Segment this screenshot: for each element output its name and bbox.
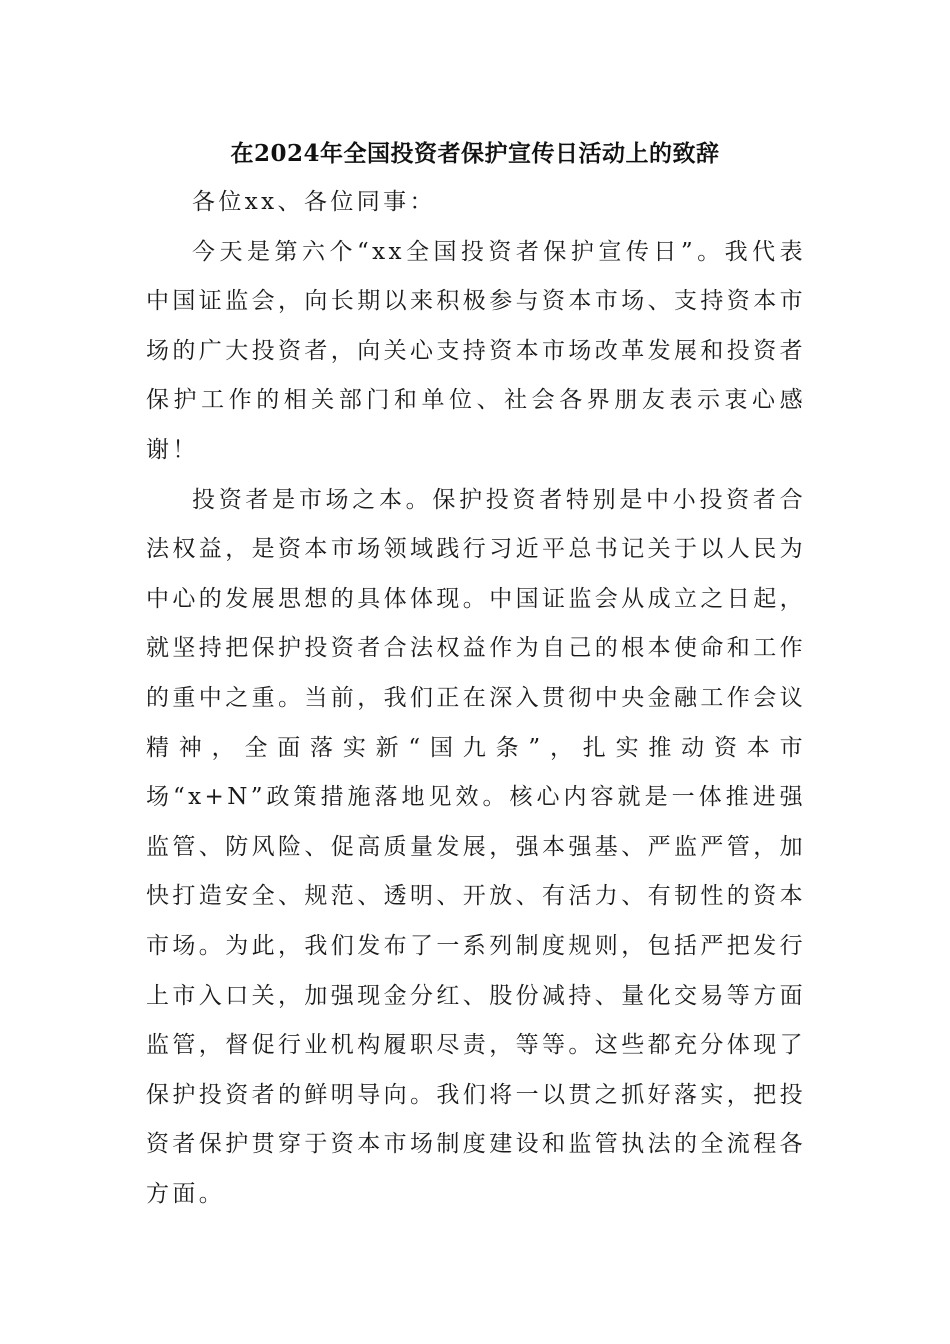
paragraph-1: 今天是第六个“xx全国投资者保护宣传日”。我代表中国证监会，向长期以来积极参与资本市场、支持资本市场的广大投资者，向关心支持资本市场改革发展和投资者保护工作的相关部门和单位、社会各界朋友表示衷心感谢！	[146, 238, 806, 463]
document-title: 在2024年全国投资者保护宣传日活动上的致辞	[230, 140, 720, 167]
salutation: 各位xx、各位同事：	[192, 189, 436, 215]
paragraph-2: 投资者是市场之本。保护投资者特别是中小投资者合法权益，是资本市场领域践行习近平总书记关于以人民为中心的发展思想的具体体现。中国证监会从成立之日起，就坚持把保护投资者合法权益作为自己的根本使命和工作的重中之重。当前，我们正在深入贯彻中央金融工作会议精神，全面落实新“国九条”，扎实推动资本市场“x+N”政策措施落地见效。核心内容就是一体推进强监管、防风险、促高质量发展，强本强基、严监严管，加快打造安全、规范、透明、开放、有活力、有韧性的资本市场。为此，我们发布了一系列制度规则，包括严把发行上市入口关，加强现金分红、股份减持、量化交易等方面监管，督促行业机构履职尽责，等等。这些都充分体现了保护投资者的鲜明导向。我们将一以贯之抓好落实，把投资者保护贯穿于资本市场制度建设和监管执法的全流程各方面。	[146, 486, 806, 1207]
document-body	[146, 178, 806, 1219]
